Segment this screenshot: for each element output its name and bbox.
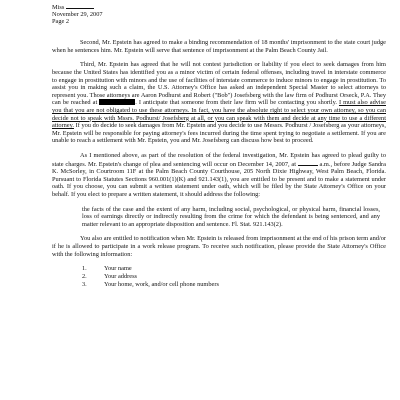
info-list [52, 265, 386, 289]
recipient-name: Miss [52, 4, 65, 11]
statute-quote: the facts of the case and the extent of any harm, including social, psychological, or physical harm, financial losses, loss of earnings directly or indirectly resulting from the crime for which the defendant is being sentenced, and any matter relevant to an appropriate disposition and sentence. Fl. Stat. 921.143(2). [82, 205, 380, 228]
list-item-number: 3. [82, 281, 87, 289]
redacted-recipient [66, 7, 94, 9]
paragraph-plea [52, 152, 386, 199]
list-item-text: Your address [104, 273, 138, 281]
paragraph-damages-text-b: . I anticipate that someone from their law firm will be contacting you shortly. [135, 99, 337, 107]
list-item-number: 1. [82, 265, 87, 273]
paragraph-damages-underlined: I must also advise you that you are not obligated to use these attorneys. In fact, you have the absolute right to select your own attorney, so you can decide not to speak with Mssrs. Podhurst/ Josefsberg at all, or you can speak with them and decide at any time to use a different attorney. [52, 99, 386, 130]
paragraph-plea-text-a: As I mentioned above, as part of the resolution of the federal investigation, Mr. Epstein has agreed to plead guilty to state charges. Mr. Epstein's change of plea and sentencing will occur on December 14, 2007, at [52, 152, 386, 168]
list-item [82, 281, 386, 289]
letter-date: November 29, 2007 [52, 11, 103, 19]
paragraph-damages-text-a: Third, Mr. Epstein has agreed that he will not contest jurisdiction or liability if you elect to seek damages from him because the United States has identified you as a minor victim of certain federal offenses, including travel in interstate commerce to engage in prostitution with minors and the use of facilities of interstate commerce to induce minors to engage in prostitution. To assist you in making such a claim, the U.S. Attorney's Office has asked an independent Special Master to select attorneys to represent you. Those attorneys are Aaron Podhurst and Robert ("Bob") Josefsberg with the law firm of Podhurst Orseck, P.A. They can be reached at [52, 61, 386, 107]
page-number: Page 2 [52, 18, 70, 26]
redacted-phone [99, 99, 135, 105]
list-item-text: Your name [104, 265, 132, 273]
list-item [82, 273, 386, 281]
list-item [82, 265, 386, 273]
paragraph-plea-text-b: a.m., before Judge Sandra K. McSorley, in Courtroom 11F at the Palm Beach County Courthouse, 205 North Dixie Highway, West Palm Beach, Florida. Pursuant to Florida Statutes Sections 960.001(1)(K) and 921.143(1), you are entitled to be present and to make a statement under oath. If you choose, you can submit a written statement under oath, which will be filed by the State Attorney's Office on your behalf. If you elect to prepare a written statement, it should address the following: [52, 160, 386, 198]
paragraph-notification: You also are entitled to notification when Mr. Epstein is released from imprisonment at the end of his prison term and/or if he is allowed to participate in a work release program. To receive such notification, please provide the State Attorney's Office with the following information: [52, 235, 386, 258]
letter-header [52, 4, 386, 25]
list-item-number: 2. [82, 273, 87, 281]
paragraph-damages [52, 61, 386, 145]
time-blank [298, 160, 318, 166]
recipient-line [52, 4, 386, 11]
list-item-text: Your home, work, and/or cell phone numbers [104, 281, 219, 289]
paragraph-damages-text-d: If you do decide to seek damages from Mr. Epstein and you decide to use Messrs. Podhurst / Josefsberg as your attorneys, Mr. Epstein will be responsible for paying attorney's fees incurred during the time spent trying to negotiate a settlement. If you are unable to reach a settlement with Mr. Epstein, you and Mr. Josefsberg can discuss how best to proceed. [52, 122, 386, 145]
paragraph-sentencing: Second, Mr. Epstein has agreed to make a binding recommendation of 18 months' imprisonment to the state court judge when he sentences him. Mr. Epstein will serve that sentence of imprisonment at the Palm Beach County Jail. [52, 39, 386, 54]
